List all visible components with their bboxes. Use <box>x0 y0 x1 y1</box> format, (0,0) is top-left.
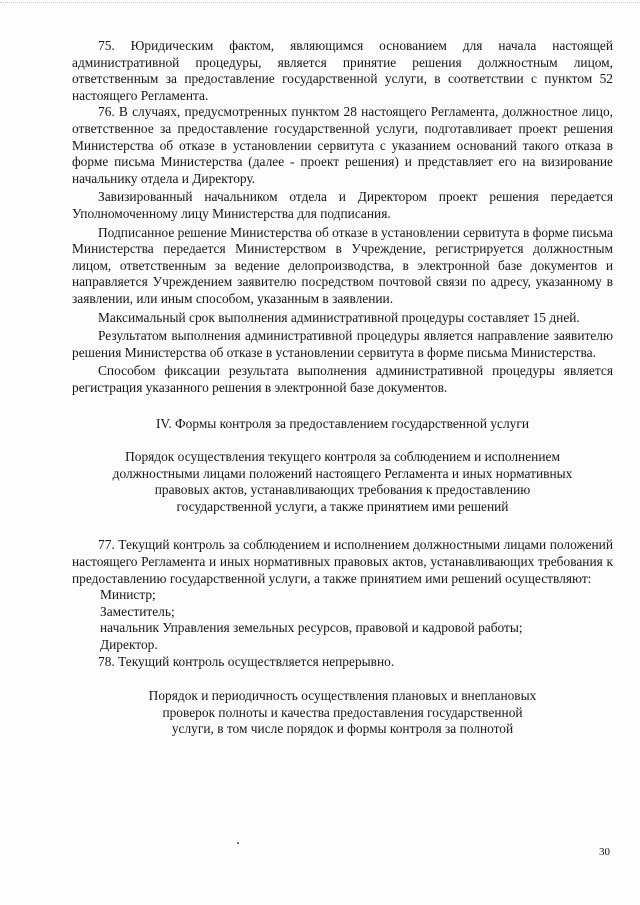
paragraph-result: Результатом выполнения административной процедуры является направление заявителю решения Министерства об отказе в установлении сервитута в форме письма Министерства. <box>72 328 613 360</box>
paragraph-max-term: Максимальный срок выполнения административной процедуры составляет 15 дней. <box>98 309 580 325</box>
paragraph-approval: Завизированный начальником отдела и Директором проект решения передается Уполномоченному лицу Министерства для подписания. <box>72 189 613 221</box>
scan-speck <box>237 842 239 844</box>
subheading-line: Порядок осуществления текущего контроля за соблюдением и исполнением <box>125 449 560 465</box>
paragraph-75: 75. Юридическим фактом, являющимся основанием для начала настоящей административной процедуры, является принятие решения должностным лицом, ответственным за предоставление государственной услуги, в соответствии с пунктом 52 настоящего Регламента. <box>72 38 613 103</box>
list-item: Директор. <box>100 637 158 652</box>
document-body <box>72 38 613 738</box>
paragraph-77: 77. Текущий контроль за соблюдением и исполнением должностными лицами положений настоящего Регламента и иных нормативных правовых актов, устанавливающих требования к предоставлению государственной услуги, а также принятием ими решений осуществляют: <box>72 537 613 586</box>
page-number: 30 <box>599 846 610 858</box>
scan-top-edge <box>0 2 640 3</box>
list-item: начальник Управления земельных ресурсов, правовой и кадровой работы; <box>100 620 523 636</box>
paragraph-fixation: Способом фиксации результата выполнения административной процедуры является регистрация указанного решения в электронной базе документов. <box>72 363 613 395</box>
subheading-periodicity <box>72 688 613 738</box>
subheading-line: Порядок и периодичность осуществления плановых и внеплановых <box>148 688 537 704</box>
section-heading: IV. Формы контроля за предоставлением государственной услуги <box>155 416 530 432</box>
paragraph-76: 76. В случаях, предусмотренных пунктом 28 настоящего Регламента, должностное лицо, ответственное за предоставление государственной услуги, подготавливает проект решения Министерства об отказе в установлении сервитута с указанием оснований такого отказа в форме письма Министерства (далее - проект решения) и представляет его на визирование начальнику отдела и Директору. <box>72 104 613 186</box>
list-item: Заместитель; <box>100 603 175 619</box>
paragraph-signed-decision: Подписанное решение Министерства об отказе в установлении сервитута в форме письма Министерства передается Министерством в Учреждение, регистрируется должностным лицом, ответственным за ведение делопроизводства, в электронной базе документов и направляется Учреждением заявителю посредством почтовой связи по адресу, указанному в заявлении, или иным способом, указанным в заявлении. <box>72 224 613 306</box>
subheading-line: государственной услуги, а также принятием ими решений <box>176 498 509 514</box>
list-item: Министр; <box>100 587 156 603</box>
subheading-current-control <box>72 449 613 515</box>
subheading-line: правовых актов, устанавливающих требования к предоставлению <box>154 482 531 498</box>
subheading-line: проверок полноты и качества предоставления государственной <box>162 704 523 720</box>
paragraph-78: 78. Текущий контроль осуществляется непрерывно. <box>98 653 395 669</box>
subheading-line: услуги, в том числе порядок и формы контроля за полнотой <box>171 721 514 737</box>
subheading-line: должностными лицами положений настоящего Регламента и иных нормативных <box>112 465 573 481</box>
